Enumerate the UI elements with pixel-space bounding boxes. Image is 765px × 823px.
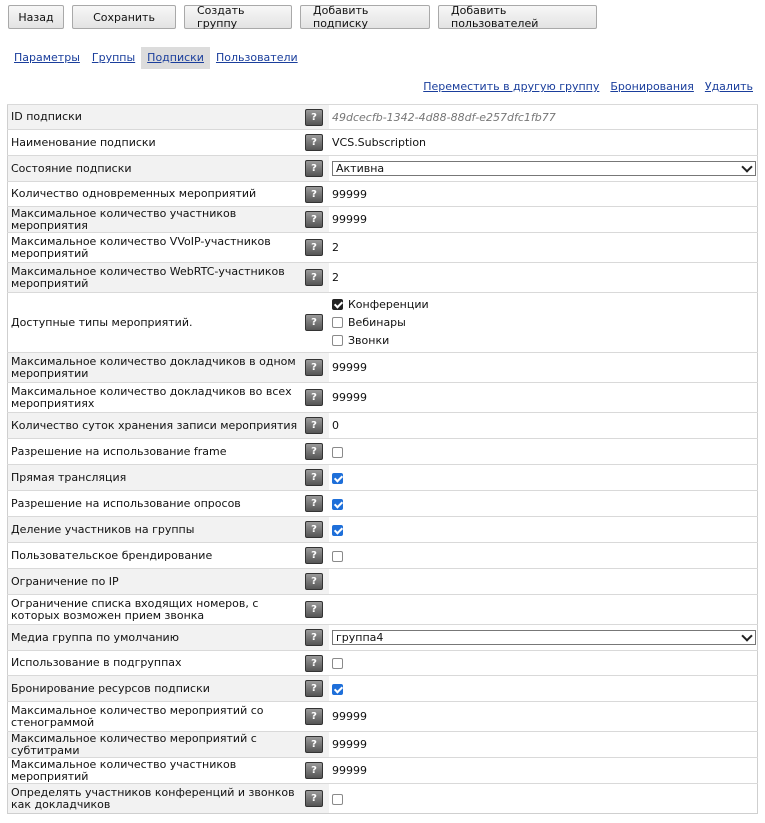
form-row <box>8 156 758 182</box>
help-cell <box>299 413 329 439</box>
help-cell <box>299 353 329 383</box>
option-label: Звонки <box>348 334 390 347</box>
field-label: Максимальное количество мероприятий с субтитрами <box>8 732 300 758</box>
help-icon[interactable]: ? <box>305 443 323 460</box>
form-row <box>8 758 758 784</box>
help-icon[interactable]: ? <box>305 790 323 807</box>
event-type-option[interactable] <box>332 332 757 350</box>
field-value <box>329 130 758 156</box>
field-value <box>329 517 758 543</box>
back-button[interactable]: Назад <box>8 5 64 29</box>
checkbox[interactable] <box>332 299 343 310</box>
help-icon[interactable]: ? <box>305 655 323 672</box>
field-label: Разрешение на использование frame <box>8 439 300 465</box>
form-row <box>8 625 758 651</box>
help-icon[interactable]: ? <box>305 495 323 512</box>
form-row <box>8 465 758 491</box>
field-label: Использование в подгруппах <box>8 651 300 676</box>
field-value <box>329 569 758 595</box>
help-cell <box>299 130 329 156</box>
form-row <box>8 130 758 156</box>
field-value <box>329 182 758 207</box>
help-icon[interactable]: ? <box>305 417 323 434</box>
checkbox[interactable] <box>332 794 343 805</box>
tab-3[interactable]: Подписки <box>141 47 210 69</box>
help-icon[interactable]: ? <box>305 389 323 406</box>
help-icon[interactable]: ? <box>305 708 323 725</box>
help-cell <box>299 182 329 207</box>
field-label: Максимальное количество WebRTC-участников мероприятий <box>8 263 300 293</box>
help-icon[interactable]: ? <box>305 109 323 126</box>
field-value <box>329 543 758 569</box>
help-cell <box>299 293 329 353</box>
help-icon[interactable]: ? <box>305 521 323 538</box>
help-cell <box>299 517 329 543</box>
help-icon[interactable]: ? <box>305 547 323 564</box>
field-label: Максимальное количество мероприятий со стенограммой <box>8 702 300 732</box>
help-cell <box>299 156 329 182</box>
help-cell <box>299 543 329 569</box>
help-icon[interactable]: ? <box>305 269 323 286</box>
form-row <box>8 182 758 207</box>
value-input[interactable]: 99999 <box>332 710 367 723</box>
subscription-id-value: 49dcecfb-1342-4d88-88df-e257dfc1fb77 <box>332 110 556 124</box>
field-label: Определять участников конференций и звонков как докладчиков <box>8 784 300 814</box>
value-input[interactable]: 99999 <box>332 361 367 374</box>
tab-2[interactable]: Группы <box>91 51 136 64</box>
value-input[interactable]: 0 <box>332 419 339 432</box>
field-value <box>329 353 758 383</box>
help-cell <box>299 491 329 517</box>
form-row <box>8 207 758 233</box>
save-button[interactable]: Сохранить <box>72 5 176 29</box>
move-to-group-link[interactable]: Переместить в другую группу <box>423 80 600 93</box>
field-value <box>329 105 758 130</box>
help-icon[interactable]: ? <box>305 239 323 256</box>
tab-1[interactable]: Параметры <box>14 51 80 64</box>
field-value <box>329 625 758 651</box>
checkbox[interactable] <box>332 335 343 346</box>
help-cell <box>299 651 329 676</box>
help-icon[interactable]: ? <box>305 359 323 376</box>
help-icon[interactable]: ? <box>305 762 323 779</box>
help-icon[interactable]: ? <box>305 601 323 618</box>
field-value <box>329 702 758 732</box>
help-cell <box>299 784 329 814</box>
field-value <box>329 439 758 465</box>
field-value <box>329 413 758 439</box>
field-value <box>329 263 758 293</box>
form-row <box>8 413 758 439</box>
value-input[interactable]: VCS.Subscription <box>332 136 427 149</box>
help-icon[interactable]: ? <box>305 573 323 590</box>
help-cell <box>299 207 329 233</box>
help-icon[interactable]: ? <box>305 134 323 151</box>
event-type-option[interactable] <box>332 314 757 332</box>
field-label: Максимальное количество участников мероприятий <box>8 758 300 784</box>
checkbox[interactable] <box>332 525 343 536</box>
field-value <box>329 732 758 758</box>
form-row <box>8 651 758 676</box>
help-cell <box>299 233 329 263</box>
form-row <box>8 595 758 625</box>
toolbar <box>8 5 597 29</box>
help-icon[interactable]: ? <box>305 314 323 331</box>
field-value <box>329 293 758 353</box>
help-cell <box>299 465 329 491</box>
help-icon[interactable]: ? <box>305 469 323 486</box>
field-label: Состояние подписки <box>8 156 300 182</box>
field-label: Наименование подписки <box>8 130 300 156</box>
value-select[interactable] <box>332 161 756 176</box>
form-row <box>8 263 758 293</box>
field-label: Максимальное количество докладчиков во всех мероприятиях <box>8 383 300 413</box>
create-group-button[interactable]: Создать группу <box>184 5 292 29</box>
form-row <box>8 233 758 263</box>
select-value: Активна <box>336 162 385 175</box>
help-icon[interactable]: ? <box>305 680 323 697</box>
value-input[interactable]: 99999 <box>332 213 367 226</box>
help-icon[interactable]: ? <box>305 186 323 203</box>
field-label: Ограничение списка входящих номеров, с которых возможен прием звонка <box>8 595 300 625</box>
help-cell <box>299 383 329 413</box>
form-row <box>8 105 758 130</box>
field-label: Максимальное количество VVoIP-участников мероприятий <box>8 233 300 263</box>
field-label: Максимальное количество докладчиков в одном мероприятии <box>8 353 300 383</box>
add-subscription-button[interactable]: Добавить подписку <box>300 5 430 29</box>
value-input[interactable]: 99999 <box>332 187 367 201</box>
help-cell <box>299 595 329 625</box>
checkbox[interactable] <box>332 551 343 562</box>
checkbox[interactable] <box>332 684 343 695</box>
chevron-down-icon <box>741 161 752 172</box>
help-cell <box>299 732 329 758</box>
help-cell <box>299 569 329 595</box>
field-value <box>329 651 758 676</box>
help-icon[interactable]: ? <box>305 160 323 177</box>
field-value <box>329 156 758 182</box>
value-input[interactable]: 2 <box>332 241 339 254</box>
field-value <box>329 491 758 517</box>
help-icon[interactable]: ? <box>305 736 323 753</box>
option-label: Вебинары <box>348 316 406 329</box>
add-users-button[interactable]: Добавить пользователей <box>438 5 597 29</box>
field-label: Деление участников на группы <box>8 517 300 543</box>
help-icon[interactable]: ? <box>305 211 323 228</box>
form-row <box>8 517 758 543</box>
checkbox[interactable] <box>332 658 343 669</box>
help-cell <box>299 702 329 732</box>
select-value: группа4 <box>336 631 384 644</box>
delete-link[interactable]: Удалить <box>704 80 753 93</box>
subscription-form <box>7 104 758 814</box>
field-value <box>329 207 758 233</box>
chevron-down-icon <box>741 630 752 641</box>
field-label: Медиа группа по умолчанию <box>8 625 300 651</box>
action-links <box>423 80 753 93</box>
form-row <box>8 702 758 732</box>
form-row <box>8 439 758 465</box>
help-cell <box>299 676 329 702</box>
event-types-group <box>332 296 757 350</box>
form-row <box>8 732 758 758</box>
help-icon[interactable]: ? <box>305 629 323 646</box>
field-value <box>329 465 758 491</box>
checkbox[interactable] <box>332 317 343 328</box>
field-value <box>329 758 758 784</box>
help-cell <box>299 439 329 465</box>
field-label: Прямая трансляция <box>8 465 300 491</box>
event-type-option[interactable] <box>332 296 757 314</box>
checkbox[interactable] <box>332 499 343 510</box>
form-row <box>8 784 758 814</box>
tab-bar <box>8 47 304 69</box>
option-label: Конференции <box>348 298 429 311</box>
value-input[interactable]: 2 <box>332 271 339 284</box>
form-row <box>8 293 758 353</box>
field-label: Количество суток хранения записи мероприятия <box>8 413 300 439</box>
field-value <box>329 595 758 625</box>
field-label: ID подписки <box>8 105 300 130</box>
field-label: Ограничение по IP <box>8 569 300 595</box>
bookings-link[interactable]: Бронирования <box>610 80 694 93</box>
form-row <box>8 383 758 413</box>
field-value <box>329 233 758 263</box>
help-cell <box>299 625 329 651</box>
field-value <box>329 383 758 413</box>
help-cell <box>299 758 329 784</box>
checkbox[interactable] <box>332 447 343 458</box>
tab-4[interactable]: Пользователи <box>215 51 298 64</box>
field-label: Бронирование ресурсов подписки <box>8 676 300 702</box>
field-value <box>329 784 758 814</box>
help-cell <box>299 263 329 293</box>
form-row <box>8 543 758 569</box>
value-input[interactable]: 99999 <box>332 391 367 404</box>
field-label: Количество одновременных мероприятий <box>8 182 300 207</box>
form-row <box>8 676 758 702</box>
help-cell <box>299 105 329 130</box>
field-label: Пользовательское брендирование <box>8 543 300 569</box>
field-label: Доступные типы мероприятий. <box>8 293 300 353</box>
value-input[interactable]: 99999 <box>332 764 367 777</box>
form-row <box>8 491 758 517</box>
value-input[interactable]: 99999 <box>332 738 367 751</box>
field-label: Разрешение на использование опросов <box>8 491 300 517</box>
checkbox[interactable] <box>332 473 343 484</box>
form-row <box>8 569 758 595</box>
field-label: Максимальное количество участников мероприятия <box>8 207 300 233</box>
value-select[interactable] <box>332 630 756 645</box>
form-row <box>8 353 758 383</box>
field-value <box>329 676 758 702</box>
